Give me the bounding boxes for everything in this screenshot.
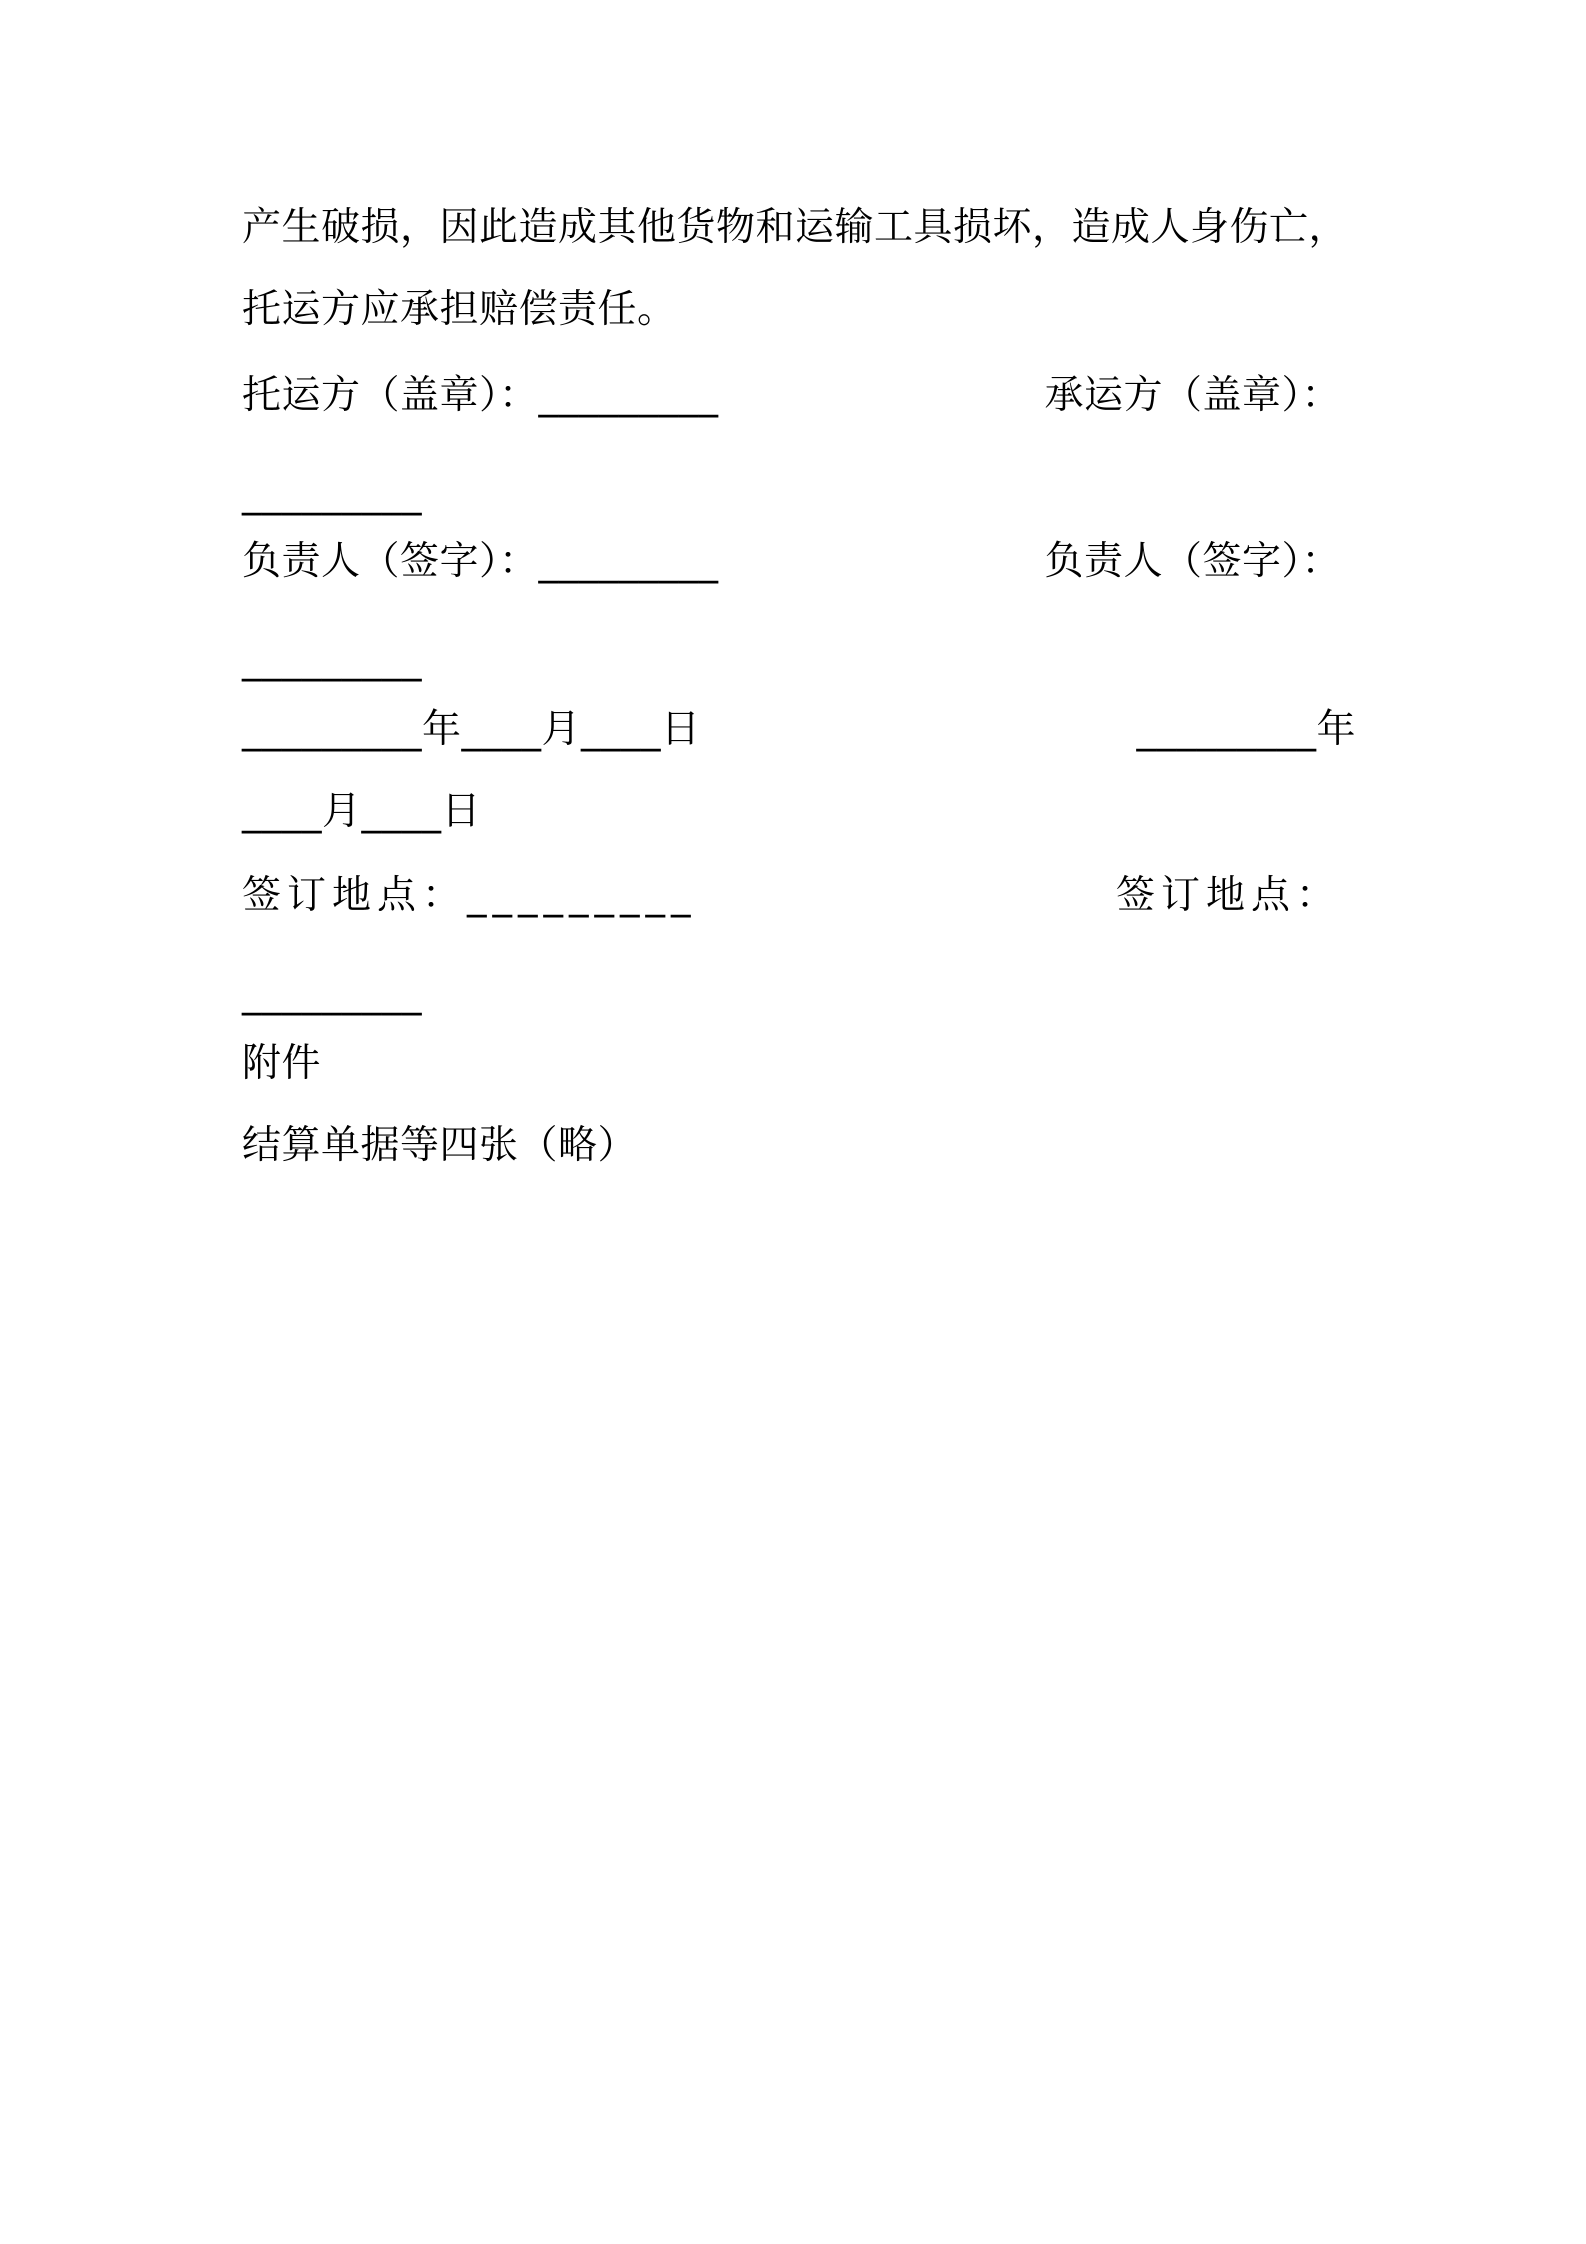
shipper-place-field: 签订地点：_________ [242,873,697,918]
shipper-date-field: _________年____月____日 [242,707,701,752]
carrier-date-part2: ____月____日 [242,789,482,834]
carrier-person-blank: _________ [242,637,422,682]
carrier-seal-blank: _________ [242,471,422,516]
attachment-content: 结算单据等四张（略） [242,1123,638,1168]
carrier-person-label: 负责人（签字）： [1044,539,1341,584]
carrier-seal-label: 承运方（盖章）： [1044,373,1341,418]
shipper-seal-field: 托运方（盖章）：_________ [242,373,719,418]
carrier-date-part1: _________年 [1136,707,1356,752]
shipper-person-field: 负责人（签字）：_________ [242,539,719,584]
attachment-heading: 附件 [242,1041,322,1086]
carrier-place-label: 签订地点： [1115,873,1341,918]
body-paragraph-line-2: 托运方应承担赔偿责任。 [242,287,677,332]
carrier-place-blank: _________ [242,971,422,1016]
body-paragraph-line-1: 产生破损，因此造成其他货物和运输工具损坏，造成人身伤亡， [242,205,1349,250]
